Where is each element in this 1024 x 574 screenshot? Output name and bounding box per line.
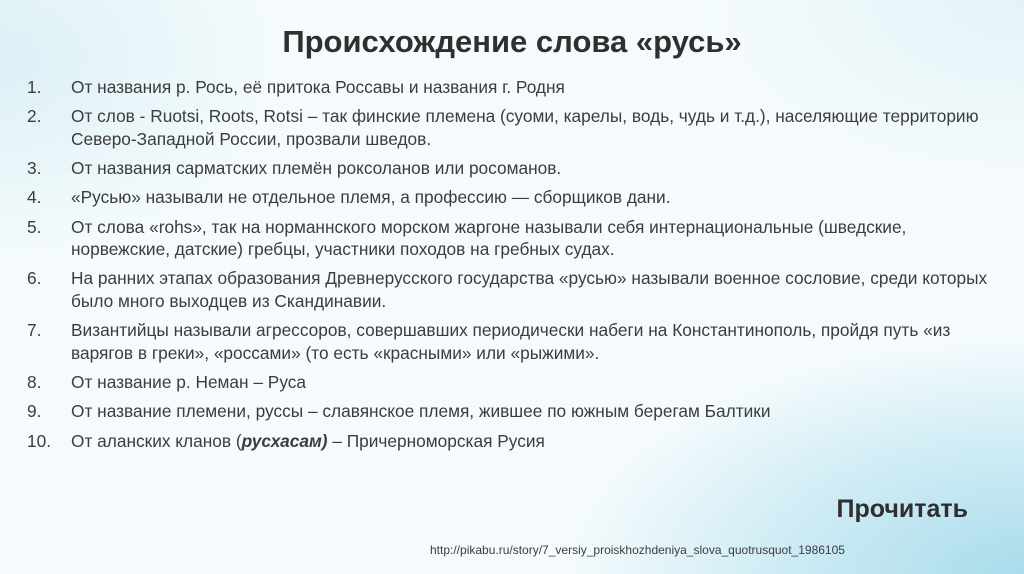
- list-item: [27, 267, 1007, 312]
- list-item: [27, 400, 1007, 423]
- item-number: 6.: [27, 268, 42, 289]
- item-number: 8.: [27, 372, 42, 393]
- slide-title: Происхождение слова «русь»: [282, 24, 742, 59]
- item-text-pre: От аланских кланов (: [71, 430, 242, 451]
- item-number: 1.: [27, 77, 42, 97]
- item-text: «Русью» называли не отдельное племя, а профессию — сборщиков дани.: [71, 187, 671, 208]
- list-item: [27, 157, 1007, 180]
- item-number: 3.: [27, 158, 42, 179]
- item-text-post: – Причерноморская Русия: [327, 430, 545, 451]
- item-number: 5.: [27, 216, 42, 237]
- item-text: От название р. Неман – Руса: [71, 372, 307, 393]
- list-item: [27, 76, 1007, 99]
- list-item: [27, 105, 1007, 150]
- item-text-emphasis: русхасам): [241, 430, 328, 451]
- item-number: 2.: [27, 106, 42, 127]
- item-text: От названия сарматских племён роксоланов или росоманов.: [71, 158, 562, 179]
- list-item: [27, 216, 1007, 261]
- list-item: [27, 430, 1007, 453]
- origins-list: [27, 76, 1007, 459]
- item-text: От название племени, руссы – славянское племя, жившее по южным берегам Балтики: [71, 401, 771, 422]
- item-text: От слова «rohs», так на норманнского морском жаргоне называли себя интернациональные (шведские, норвежские, датские) гребцы, участники походов на гребных судах.: [71, 216, 907, 260]
- list-item: [27, 319, 1007, 364]
- item-text: От слов - Ruotsi, Roots, Rotsi – так финские племена (суоми, карелы, водь, чудь и т.д.), населяющие территорию Северо-Западной России, прозвали шведов.: [71, 106, 979, 149]
- read-link[interactable]: Прочитать: [836, 495, 968, 523]
- item-text: Византийцы называли агрессоров, совершавших периодически набеги на Константинополь, пройдя путь «из варягов в греки», «россами» (то есть «красными» или «рыжими».: [71, 320, 951, 363]
- item-text: На ранних этапах образования Древнерусского государства «русью» называли военное сословие, среди которых было много выходцев из Скандинавии.: [71, 268, 988, 311]
- item-number: 10.: [27, 430, 52, 451]
- source-url: http://pikabu.ru/story/7_versiy_proiskhozhdeniya_slova_quotrusquot_1986105: [430, 543, 845, 557]
- list-item: [27, 371, 1007, 394]
- item-number: 7.: [27, 320, 42, 341]
- item-number: 4.: [27, 187, 42, 208]
- item-text: От названия р. Рось, её притока Россавы и названия г. Родня: [71, 77, 565, 97]
- list-item: [27, 186, 1007, 209]
- item-number: 9.: [27, 401, 42, 422]
